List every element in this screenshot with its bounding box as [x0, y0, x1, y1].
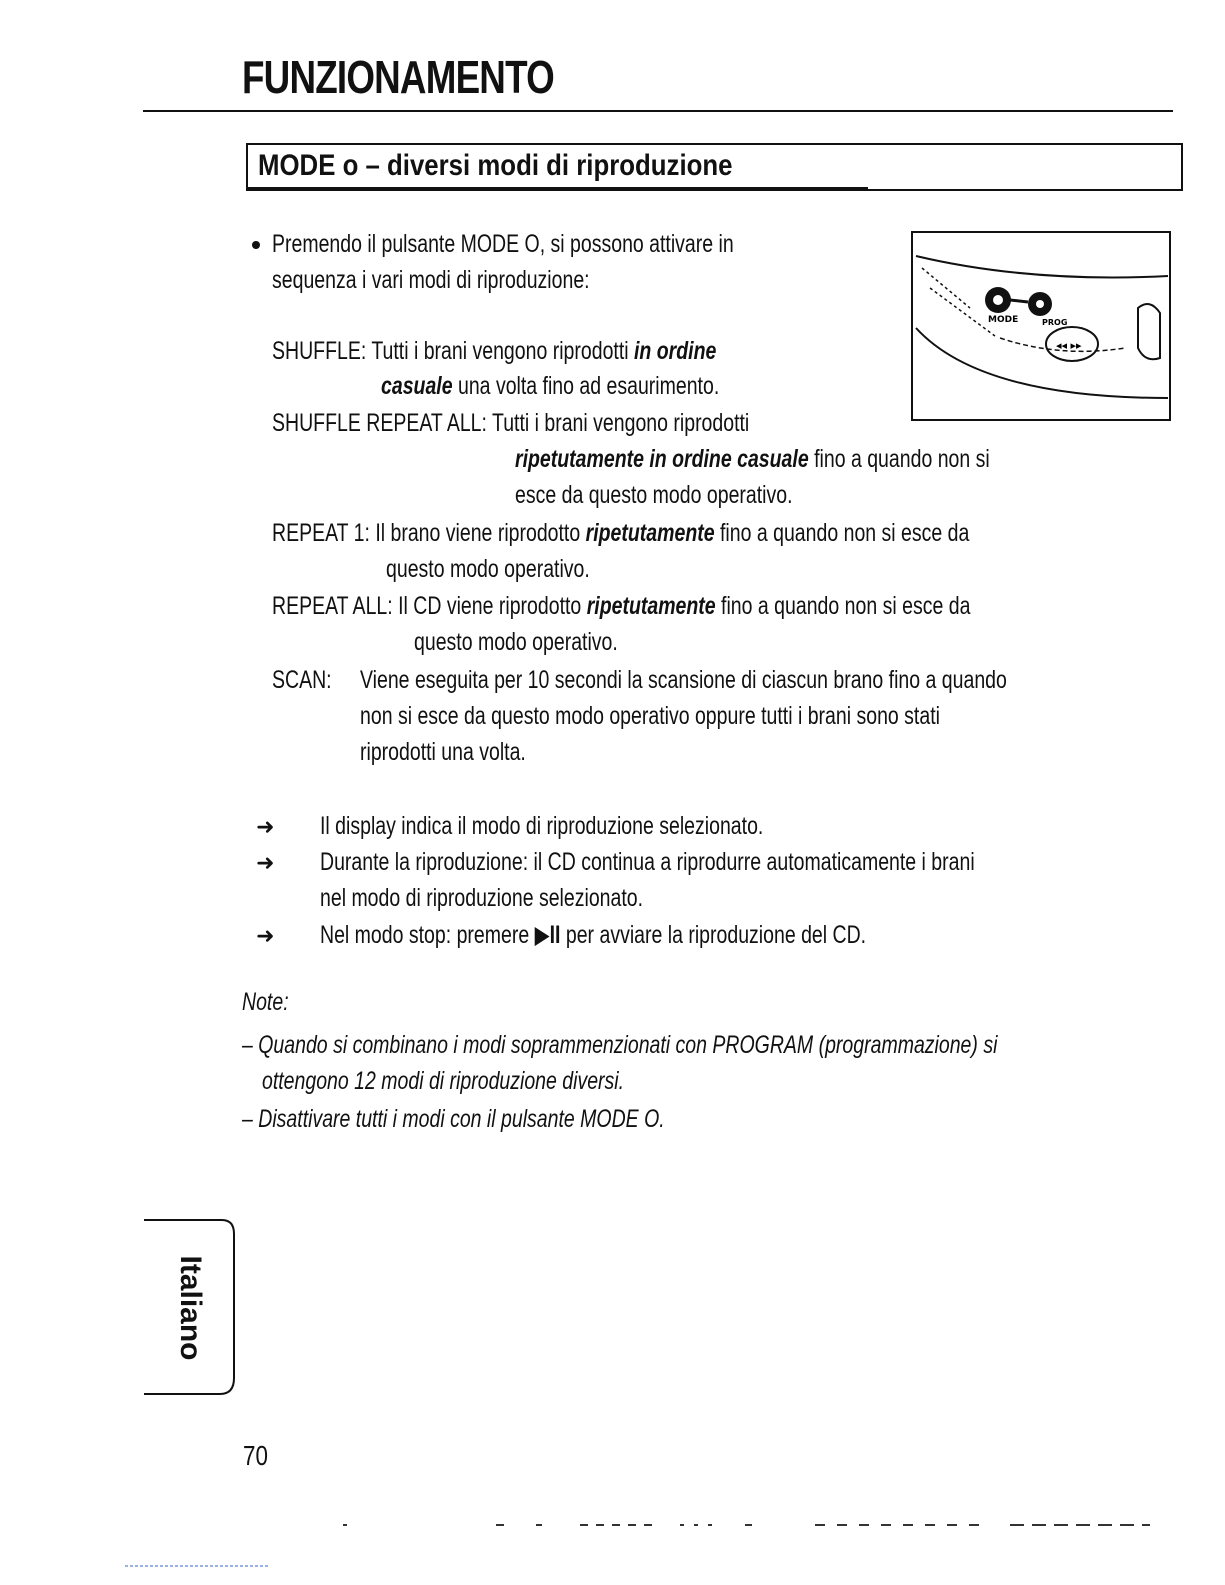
- svg-text:MODE: MODE: [988, 315, 1019, 325]
- scan-artifact-marks: [0, 1490, 1225, 1570]
- note-2: – Disattivare tutti i modi con il pulsante MODE O.: [242, 1105, 665, 1133]
- repeat1-line-2: questo modo operativo.: [386, 555, 590, 583]
- section-heading-box: [246, 143, 1183, 191]
- mode-button-icon: [985, 287, 1011, 313]
- arrow-icon: ➜: [256, 814, 275, 839]
- notes-title: Note:: [242, 988, 289, 1016]
- repeat1-line-1: REPEAT 1: Il brano viene riprodotto ripetutamente fino a quando non si esce da: [272, 519, 970, 547]
- svg-text:PROG: PROG: [1042, 318, 1068, 327]
- page-title: FUNZIONAMENTO: [242, 51, 554, 103]
- page-number: 70: [243, 1440, 268, 1471]
- play-pause-icon: ▶II: [534, 921, 561, 949]
- intro-line-2: sequenza i vari modi di riproduzione:: [272, 266, 590, 294]
- scan-line-2: non si esce da questo modo operativo oppure tutti i brani sono stati: [360, 702, 940, 730]
- section-heading: MODE o – diversi modi di riproduzione: [258, 149, 733, 182]
- arrow-icon: ➜: [256, 923, 275, 948]
- device-illustration: [910, 228, 1172, 423]
- result-2-line-1: Durante la riproduzione: il CD continua a riprodurre automaticamente i brani: [320, 848, 975, 876]
- note-1-line-1: – Quando si combinano i modi soprammenzionati con PROGRAM (programmazione) si: [242, 1031, 998, 1059]
- result-1: Il display indica il modo di riproduzione selezionato.: [320, 812, 764, 840]
- scan-label: SCAN:: [272, 666, 332, 694]
- language-label: Italiano: [174, 1255, 207, 1361]
- shuffle-line-1: SHUFFLE: Tutti i brani vengono riprodotti in ordine: [272, 337, 717, 365]
- shuffle-repeat-all-line-1: SHUFFLE REPEAT ALL: Tutti i brani vengono riprodotti: [272, 409, 750, 437]
- title-rule: [143, 110, 1173, 112]
- repeat-all-line-1: REPEAT ALL: Il CD viene riprodotto ripetutamente fino a quando non si esce da: [272, 592, 971, 620]
- repeat-all-line-2: questo modo operativo.: [414, 628, 618, 656]
- scan-line-3: riprodotti una volta.: [360, 738, 526, 766]
- scan-line-1: Viene eseguita per 10 secondi la scansione di ciascun brano fino a quando: [360, 666, 1007, 694]
- result-2-line-2: nel modo di riproduzione selezionato.: [320, 884, 644, 912]
- note-1-line-2: ottengono 12 modi di riproduzione diversi.: [262, 1067, 625, 1095]
- shuffle-repeat-all-line-2: ripetutamente in ordine casuale fino a quando non si: [515, 445, 990, 473]
- prog-button-icon: [1028, 292, 1052, 316]
- intro-line-1: Premendo il pulsante MODE O, si possono attivare in: [272, 230, 734, 258]
- section-underline: [248, 187, 868, 189]
- bullet-icon: [252, 241, 260, 249]
- shuffle-line-2: casuale una volta fino ad esaurimento.: [381, 372, 720, 400]
- svg-text:◂◂ ▸▸: ◂◂ ▸▸: [1056, 339, 1082, 352]
- result-3: Nel modo stop: premere ▶II per avviare la riproduzione del CD.: [320, 921, 867, 949]
- shuffle-repeat-all-line-3: esce da questo modo operativo.: [515, 481, 793, 509]
- arrow-icon: ➜: [256, 850, 275, 875]
